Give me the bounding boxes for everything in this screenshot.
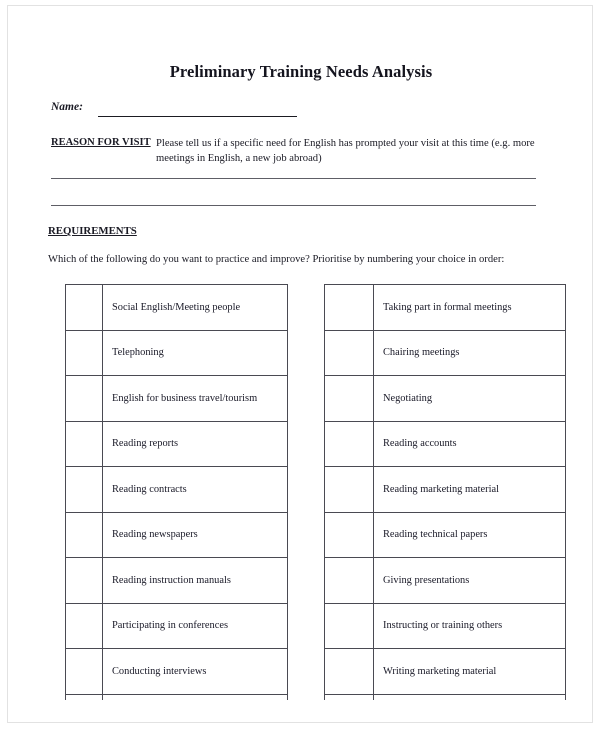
priority-number-cell[interactable] [325,558,374,604]
table-row [66,558,288,604]
table-row [325,330,566,376]
requirements-table-right [324,284,566,700]
reason-for-visit-label: REASON FOR VISIT [51,137,151,148]
table-row [325,421,566,467]
page-title: Preliminary Training Needs Analysis [169,62,433,81]
requirement-item-cell: Conducting interviews [103,649,288,695]
priority-number-cell[interactable] [325,376,374,422]
table-row [66,649,288,695]
priority-number-cell[interactable] [325,285,374,331]
priority-number-cell[interactable] [325,467,374,513]
table-row [325,603,566,649]
requirement-item-cell: Giving presentations [374,558,566,604]
table-row [325,649,566,695]
requirement-item-cell: Negotiating [374,376,566,422]
priority-number-cell[interactable] [66,512,103,558]
priority-number-cell[interactable] [325,649,374,695]
document-page [7,5,593,723]
requirement-item-cell: Chairing meetings [374,330,566,376]
table-row [66,603,288,649]
priority-number-cell[interactable] [66,421,103,467]
reason-answer-line-2[interactable] [51,205,536,206]
table-row [66,467,288,513]
priority-number-cell[interactable] [66,467,103,513]
table-row [325,285,566,331]
requirements-heading: REQUIREMENTS [48,225,137,237]
table-row [66,285,288,331]
priority-number-cell [66,694,103,700]
table-row-stub [325,694,566,700]
table-row [325,558,566,604]
requirement-item-cell: Reading instruction manuals [103,558,288,604]
table-row [66,512,288,558]
table-row [325,467,566,513]
requirement-item-cell: Reading newspapers [103,512,288,558]
priority-number-cell[interactable] [66,649,103,695]
requirement-item-cell: Reading accounts [374,421,566,467]
priority-number-cell[interactable] [66,330,103,376]
requirements-table-left [65,284,288,700]
requirements-table-left-body [66,285,288,700]
reason-for-visit-instruction: Please tell us if a specific need for English has prompted your visit at this time (e.g. more meetings in English, a new job abroad) [156,138,535,164]
table-row [325,376,566,422]
requirements-table-right-body [325,285,566,700]
requirement-item-cell: Reading technical papers [374,512,566,558]
priority-number-cell[interactable] [66,285,103,331]
name-label: Name: [51,101,83,113]
priority-number-cell[interactable] [66,376,103,422]
table-row [66,376,288,422]
requirement-item-cell: Taking part in formal meetings [374,285,566,331]
requirement-item-cell: Instructing or training others [374,603,566,649]
priority-number-cell[interactable] [66,603,103,649]
name-input-line[interactable] [98,116,297,117]
requirement-item-cell [103,694,288,700]
requirement-item-cell: Reading reports [103,421,288,467]
requirement-item-cell: Telephoning [103,330,288,376]
table-row [325,512,566,558]
priority-number-cell [325,694,374,700]
table-row-stub [66,694,288,700]
requirement-item-cell: Participating in conferences [103,603,288,649]
reason-answer-line-1[interactable] [51,178,536,179]
requirements-question: Which of the following do you want to practice and improve? Prioritise by numbering your choice in order: [48,254,505,265]
priority-number-cell[interactable] [325,330,374,376]
requirement-item-cell: Reading contracts [103,467,288,513]
priority-number-cell[interactable] [325,421,374,467]
name-field-row [51,101,551,121]
requirement-item-cell: Social English/Meeting people [103,285,288,331]
requirement-item-cell: Reading marketing material [374,467,566,513]
priority-number-cell[interactable] [66,558,103,604]
requirement-item-cell [374,694,566,700]
priority-number-cell[interactable] [325,512,374,558]
table-row [66,421,288,467]
table-row [66,330,288,376]
priority-number-cell[interactable] [325,603,374,649]
requirement-item-cell: Writing marketing material [374,649,566,695]
requirement-item-cell: English for business travel/tourism [103,376,288,422]
